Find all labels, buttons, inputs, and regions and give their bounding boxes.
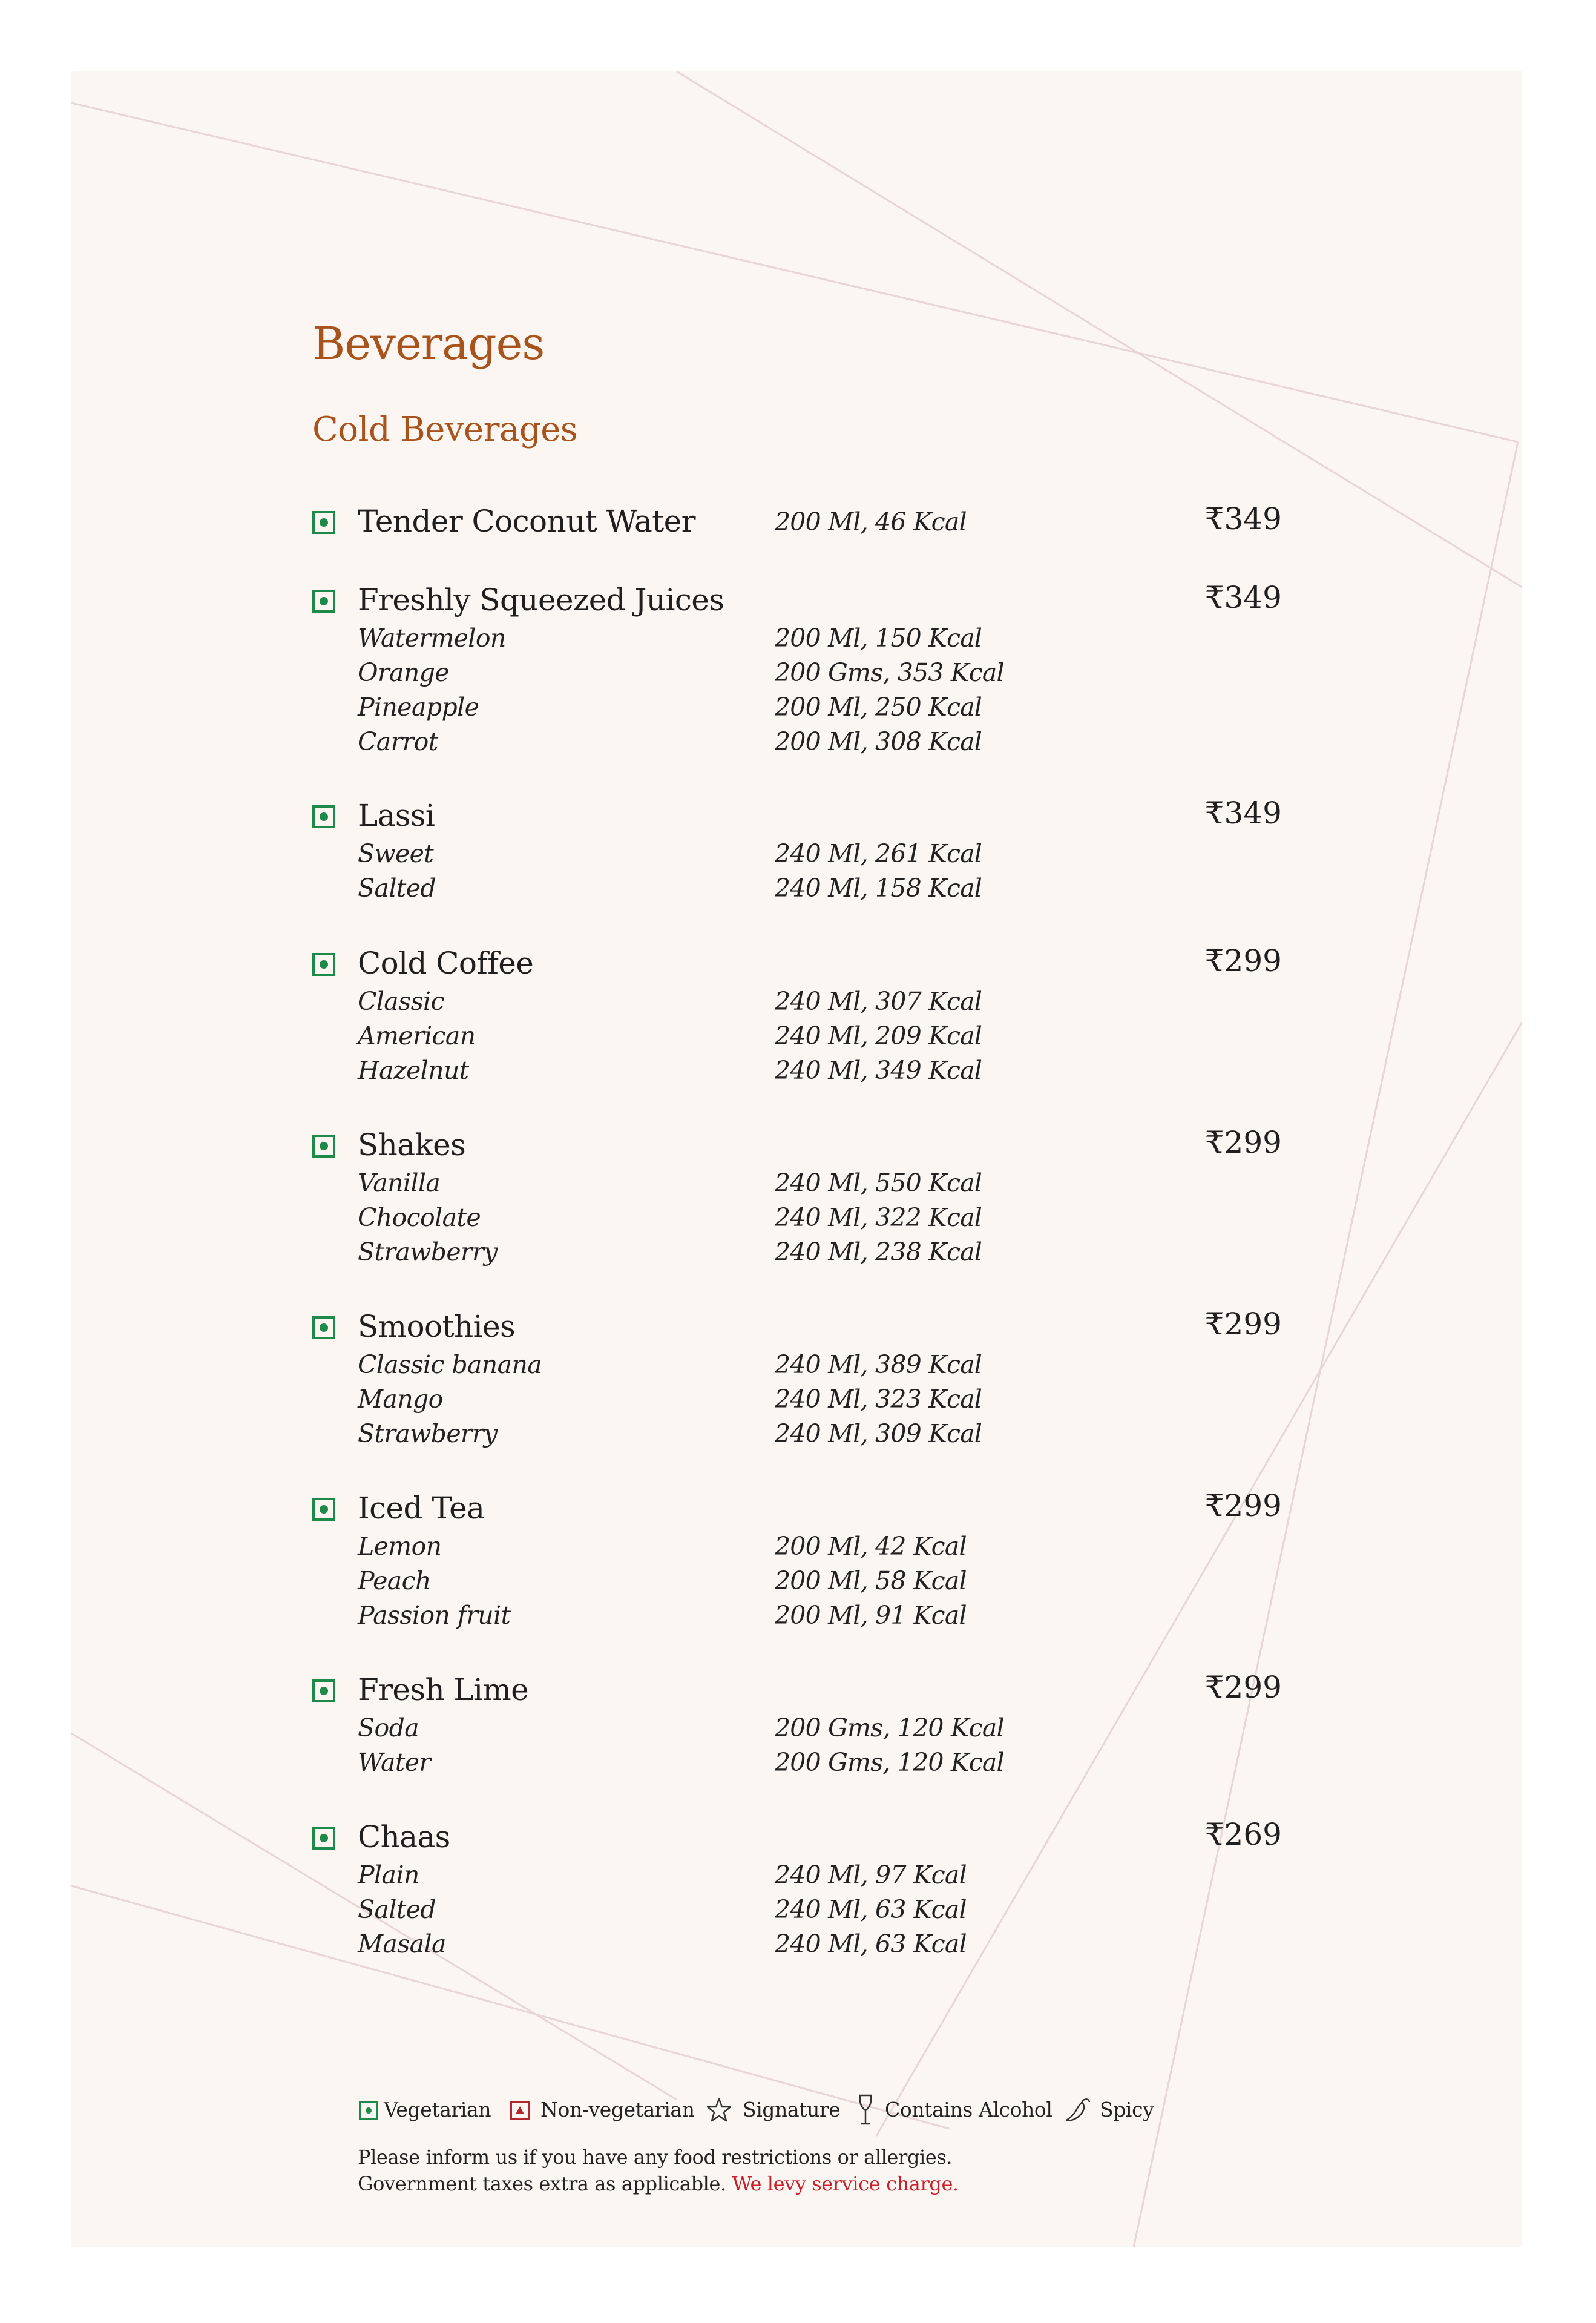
variant-name: Salted [358, 1895, 436, 1924]
tax-note [358, 2172, 959, 2195]
item-name: Fresh Lime [358, 1672, 529, 1707]
variant-info: 240 Ml, 323 Kcal [775, 1385, 982, 1414]
variant-info: 200 Gms, 120 Kcal [775, 1748, 1004, 1777]
variant-name: Chocolate [358, 1203, 481, 1232]
variant-info: 240 Ml, 309 Kcal [775, 1419, 982, 1448]
variant-info: 240 Ml, 63 Kcal [775, 1895, 967, 1924]
variant-info: 200 Ml, 42 Kcal [775, 1532, 967, 1561]
item-price: ₹269 [1204, 1817, 1282, 1852]
vegetarian-icon [312, 590, 335, 613]
legend-signature-label: Signature [743, 2098, 841, 2121]
variant-name: Masala [358, 1929, 446, 1959]
variant-name: Classic banana [358, 1350, 542, 1379]
variant-info: 240 Ml, 349 Kcal [775, 1056, 982, 1085]
variant-name: Orange [358, 658, 449, 687]
variant-name: Strawberry [358, 1237, 498, 1267]
page-title: Beverages [312, 318, 545, 370]
non-vegetarian-icon [510, 2101, 530, 2120]
variant-name: Mango [358, 1385, 443, 1414]
variant-name: Watermelon [358, 624, 506, 653]
variant-info: 240 Ml, 322 Kcal [775, 1203, 982, 1232]
item-price: ₹299 [1204, 1488, 1282, 1523]
variant-name: Passion fruit [358, 1601, 511, 1630]
vegetarian-icon [359, 2101, 378, 2120]
variant-info: 200 Ml, 58 Kcal [775, 1566, 967, 1595]
vegetarian-icon [312, 1135, 335, 1158]
vegetarian-icon [312, 511, 335, 534]
item-name: Smoothies [358, 1309, 516, 1344]
variant-name: Water [358, 1748, 431, 1777]
item-name: Iced Tea [358, 1491, 485, 1526]
variant-name: Lemon [358, 1532, 442, 1561]
vegetarian-icon [312, 1827, 335, 1850]
star-icon [706, 2097, 732, 2123]
item-price: ₹299 [1204, 1670, 1282, 1705]
item-name: Tender Coconut Water [358, 504, 695, 539]
variant-name: Pineapple [358, 693, 479, 722]
variant-info: 200 Ml, 91 Kcal [775, 1601, 967, 1630]
legend-non-vegetarian-label: Non-vegetarian [540, 2098, 695, 2121]
variant-name: Strawberry [358, 1419, 498, 1448]
variant-name: Vanilla [358, 1168, 441, 1198]
legend-spicy-label: Spicy [1100, 2098, 1154, 2121]
variant-name: Sweet [358, 839, 434, 868]
section-title: Cold Beverages [312, 410, 578, 449]
vegetarian-icon [312, 1498, 335, 1521]
variant-name: American [358, 1021, 476, 1050]
wine-glass-icon [856, 2094, 875, 2126]
chili-icon [1064, 2096, 1091, 2124]
variant-info: 240 Ml, 238 Kcal [775, 1237, 982, 1267]
variant-name: Hazelnut [358, 1056, 469, 1085]
item-price: ₹299 [1204, 943, 1282, 978]
variant-name: Plain [358, 1860, 419, 1890]
variant-info: 200 Ml, 250 Kcal [775, 693, 982, 722]
variant-name: Salted [358, 874, 436, 903]
item-info: 200 Ml, 46 Kcal [775, 507, 967, 536]
item-price: ₹299 [1204, 1306, 1282, 1342]
variant-name: Soda [358, 1713, 419, 1742]
variant-info: 240 Ml, 389 Kcal [775, 1350, 982, 1379]
item-price: ₹299 [1204, 1125, 1282, 1160]
vegetarian-icon [312, 805, 335, 828]
item-name: Lassi [358, 798, 435, 833]
variant-info: 240 Ml, 550 Kcal [775, 1168, 982, 1198]
variant-info: 200 Ml, 308 Kcal [775, 727, 982, 756]
variant-info: 200 Gms, 120 Kcal [775, 1713, 1004, 1742]
tax-note-text: Government taxes extra as applicable. [358, 2172, 726, 2195]
item-name: Freshly Squeezed Juices [358, 582, 724, 618]
variant-info: 240 Ml, 63 Kcal [775, 1929, 967, 1959]
variant-info: 200 Ml, 150 Kcal [775, 624, 982, 653]
item-name: Chaas [358, 1819, 450, 1854]
item-name: Shakes [358, 1127, 466, 1162]
variant-info: 240 Ml, 209 Kcal [775, 1021, 982, 1050]
service-charge-note: We levy service charge. [732, 2172, 959, 2195]
variant-name: Classic [358, 987, 444, 1016]
variant-name: Peach [358, 1566, 431, 1595]
vegetarian-icon [312, 953, 335, 976]
allergy-note: Please inform us if you have any food restrictions or allergies. [358, 2146, 953, 2169]
legend-contains-alcohol-label: Contains Alcohol [885, 2098, 1053, 2121]
item-price: ₹349 [1204, 796, 1282, 831]
variant-info: 240 Ml, 261 Kcal [775, 839, 982, 868]
variant-info: 240 Ml, 97 Kcal [775, 1860, 967, 1890]
variant-info: 200 Gms, 353 Kcal [775, 658, 1004, 687]
variant-info: 240 Ml, 307 Kcal [775, 987, 982, 1016]
item-name: Cold Coffee [358, 946, 534, 981]
legend-vegetarian-label: Vegetarian [384, 2098, 491, 2121]
variant-info: 240 Ml, 158 Kcal [775, 874, 982, 903]
item-price: ₹349 [1204, 501, 1282, 536]
vegetarian-icon [312, 1316, 335, 1339]
variant-name: Carrot [358, 727, 438, 756]
item-price: ₹349 [1204, 580, 1282, 615]
vegetarian-icon [312, 1679, 335, 1702]
